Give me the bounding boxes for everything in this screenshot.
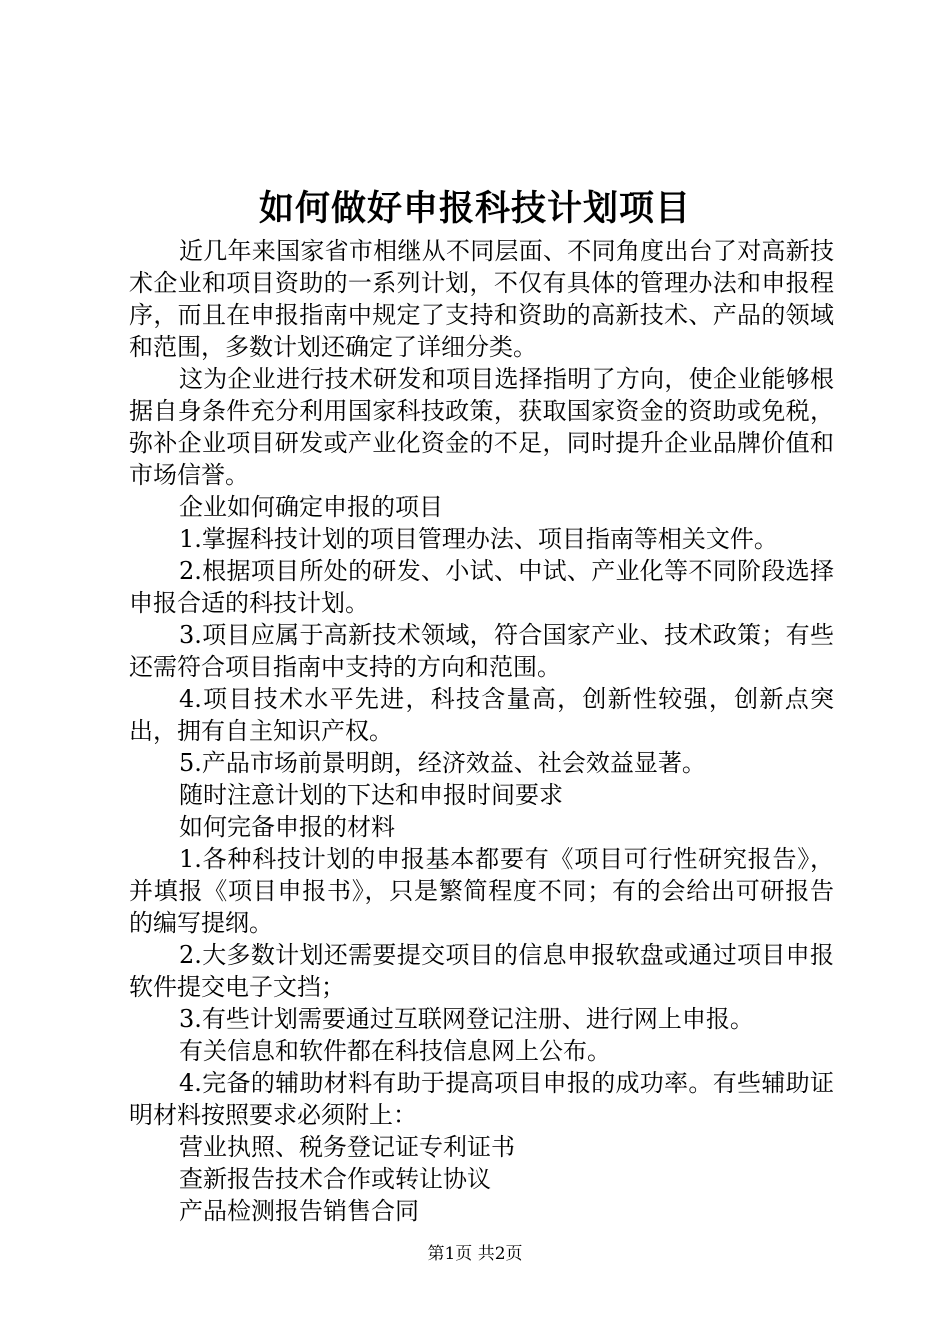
list-item: 4.完备的辅助材料有助于提高项目申报的成功率。有些辅助证明材料按照要求必须附上： [129, 1069, 834, 1129]
paragraph: 近几年来国家省市相继从不同层面、不同角度出台了对高新技术企业和项目资助的一系列计划，不仅有具体的管理办法和申报程序，而且在申报指南中规定了支持和资助的高新技术、产品的领域和范围，多数计划还确定了详细分类。 [129, 237, 834, 361]
paragraph: 产品检测报告销售合同 [179, 1197, 419, 1225]
list-item: 1.各种科技计划的申报基本都要有《项目可行性研究报告》，并填报《项目申报书》，只是繁简程度不同；有的会给出可研报告的编写提纲。 [129, 845, 834, 937]
list-item: 5.产品市场前景明朗，经济效益、社会效益显著。 [179, 749, 706, 777]
section-heading: 如何完备申报的材料 [179, 813, 395, 841]
section-heading: 企业如何确定申报的项目 [179, 493, 443, 521]
paragraph: 营业执照、税务登记证专利证书 [179, 1133, 515, 1161]
list-item: 3.有些计划需要通过互联网登记注册、进行网上申报。 [179, 1005, 754, 1033]
paragraph: 查新报告技术合作或转让协议 [179, 1165, 491, 1193]
list-item: 2.大多数计划还需要提交项目的信息申报软盘或通过项目申报软件提交电子文挡； [129, 941, 834, 1001]
section-heading: 随时注意计划的下达和申报时间要求 [179, 781, 563, 809]
paragraph: 有关信息和软件都在科技信息网上公布。 [179, 1037, 611, 1065]
paragraph: 这为企业进行技术研发和项目选择指明了方向，使企业能够根据自身条件充分利用国家科技政策，获取国家资金的资助或免税，弥补企业项目研发或产业化资金的不足，同时提升企业品牌价值和市场信誉。 [129, 365, 834, 489]
list-item: 4.项目技术水平先进，科技含量高，创新性较强，创新点突出，拥有自主知识产权。 [129, 685, 834, 745]
document-title: 如何做好申报科技计划项目 [258, 188, 691, 229]
document-body [129, 235, 834, 1227]
page-footer: 第1页 共2页 [427, 1244, 523, 1264]
list-item: 1.掌握科技计划的项目管理办法、项目指南等相关文件。 [179, 525, 778, 553]
list-item: 3.项目应属于高新技术领域，符合国家产业、技术政策；有些还需符合项目指南中支持的方向和范围。 [129, 621, 834, 681]
list-item: 2.根据项目所处的研发、小试、中试、产业化等不同阶段选择申报合适的科技计划。 [129, 557, 834, 617]
